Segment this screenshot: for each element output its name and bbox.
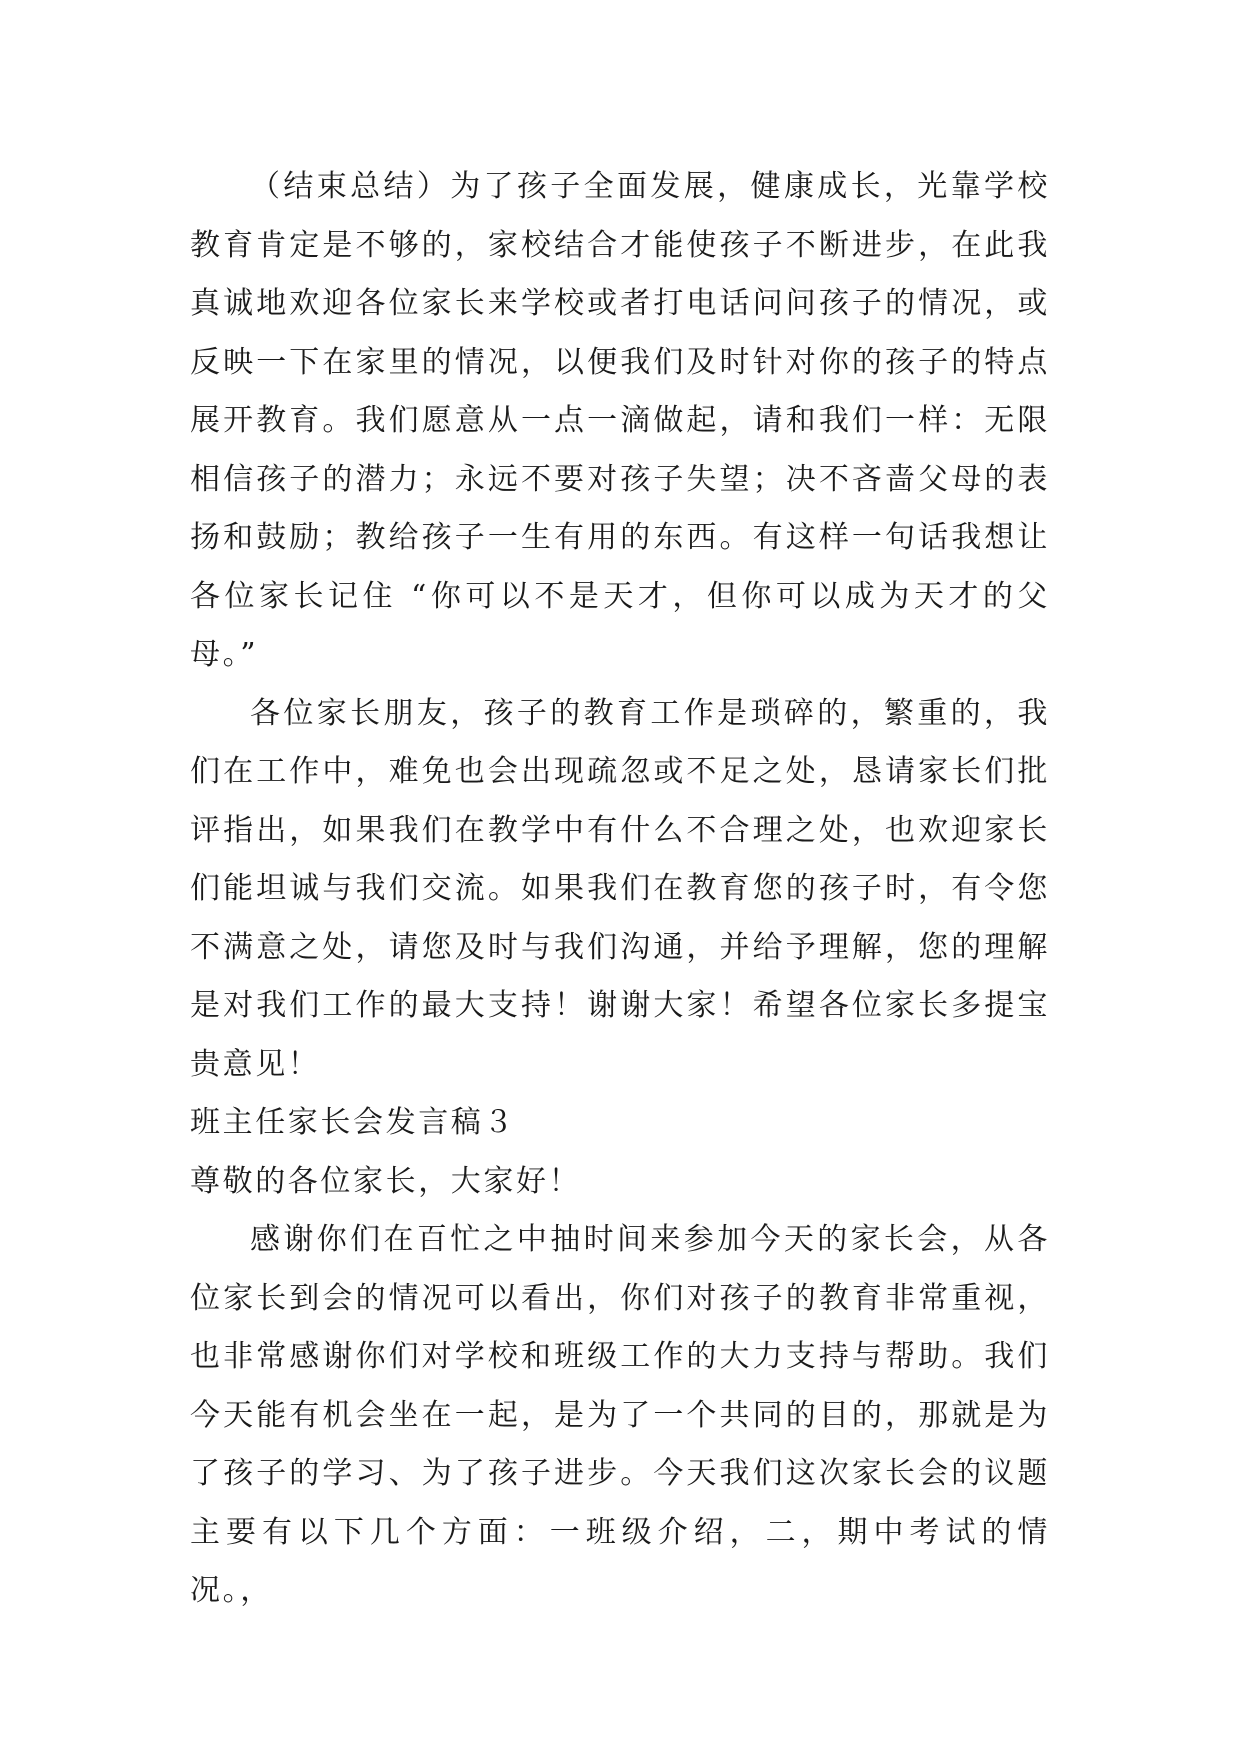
document-body <box>190 158 1050 1621</box>
parents-friends-paragraph: 各位家长朋友，孩子的教育工作是琐碎的，繁重的，我们在工作中，难免也会出现疏忽或不足之处，恳请家长们批评指出，如果我们在教学中有什么不合理之处，也欢迎家长们能坦诚与我们交流。如果我们在教育您的孩子时，有令您不满意之处，请您及时与我们沟通，并给予理解，您的理解是对我们工作的最大支持！谢谢大家！希望各位家长多提宝贵意见！ <box>190 695 1050 1082</box>
thanks-paragraph: 感谢你们在百忙之中抽时间来参加今天的家长会，从各位家长到会的情况可以看出，你们对孩子的教育非常重视，也非常感谢你们对学校和班级工作的大力支持与帮助。我们今天能有机会坐在一起，是为了一个共同的目的，那就是为了孩子的学习、为了孩子进步。今天我们这次家长会的议题主要有以下几个方面：一班级介绍，二，期中考试的情况。， <box>190 1222 1050 1608</box>
closing-summary-paragraph: （结束总结）为了孩子全面发展，健康成长，光靠学校教育肯定是不够的，家校结合才能使孩子不断进步，在此我真诚地欢迎各位家长来学校或者打电话问问孩子的情况，或反映一下在家里的情况，以便我们及时针对你的孩子的特点展开教育。我们愿意从一点一滴做起，请和我们一样：无限相信孩子的潜力；永远不要对孩子失望；决不吝啬父母的表扬和鼓励；教给孩子一生有用的东西。有这样一句话我想让各位家长记住 “你可以不是天才，但你可以成为天才的父母。” <box>190 169 1050 672</box>
greeting-line: 尊敬的各位家长，大家好！ <box>190 1163 582 1199</box>
section-heading: 班主任家长会发言稿３ <box>190 1105 516 1140</box>
